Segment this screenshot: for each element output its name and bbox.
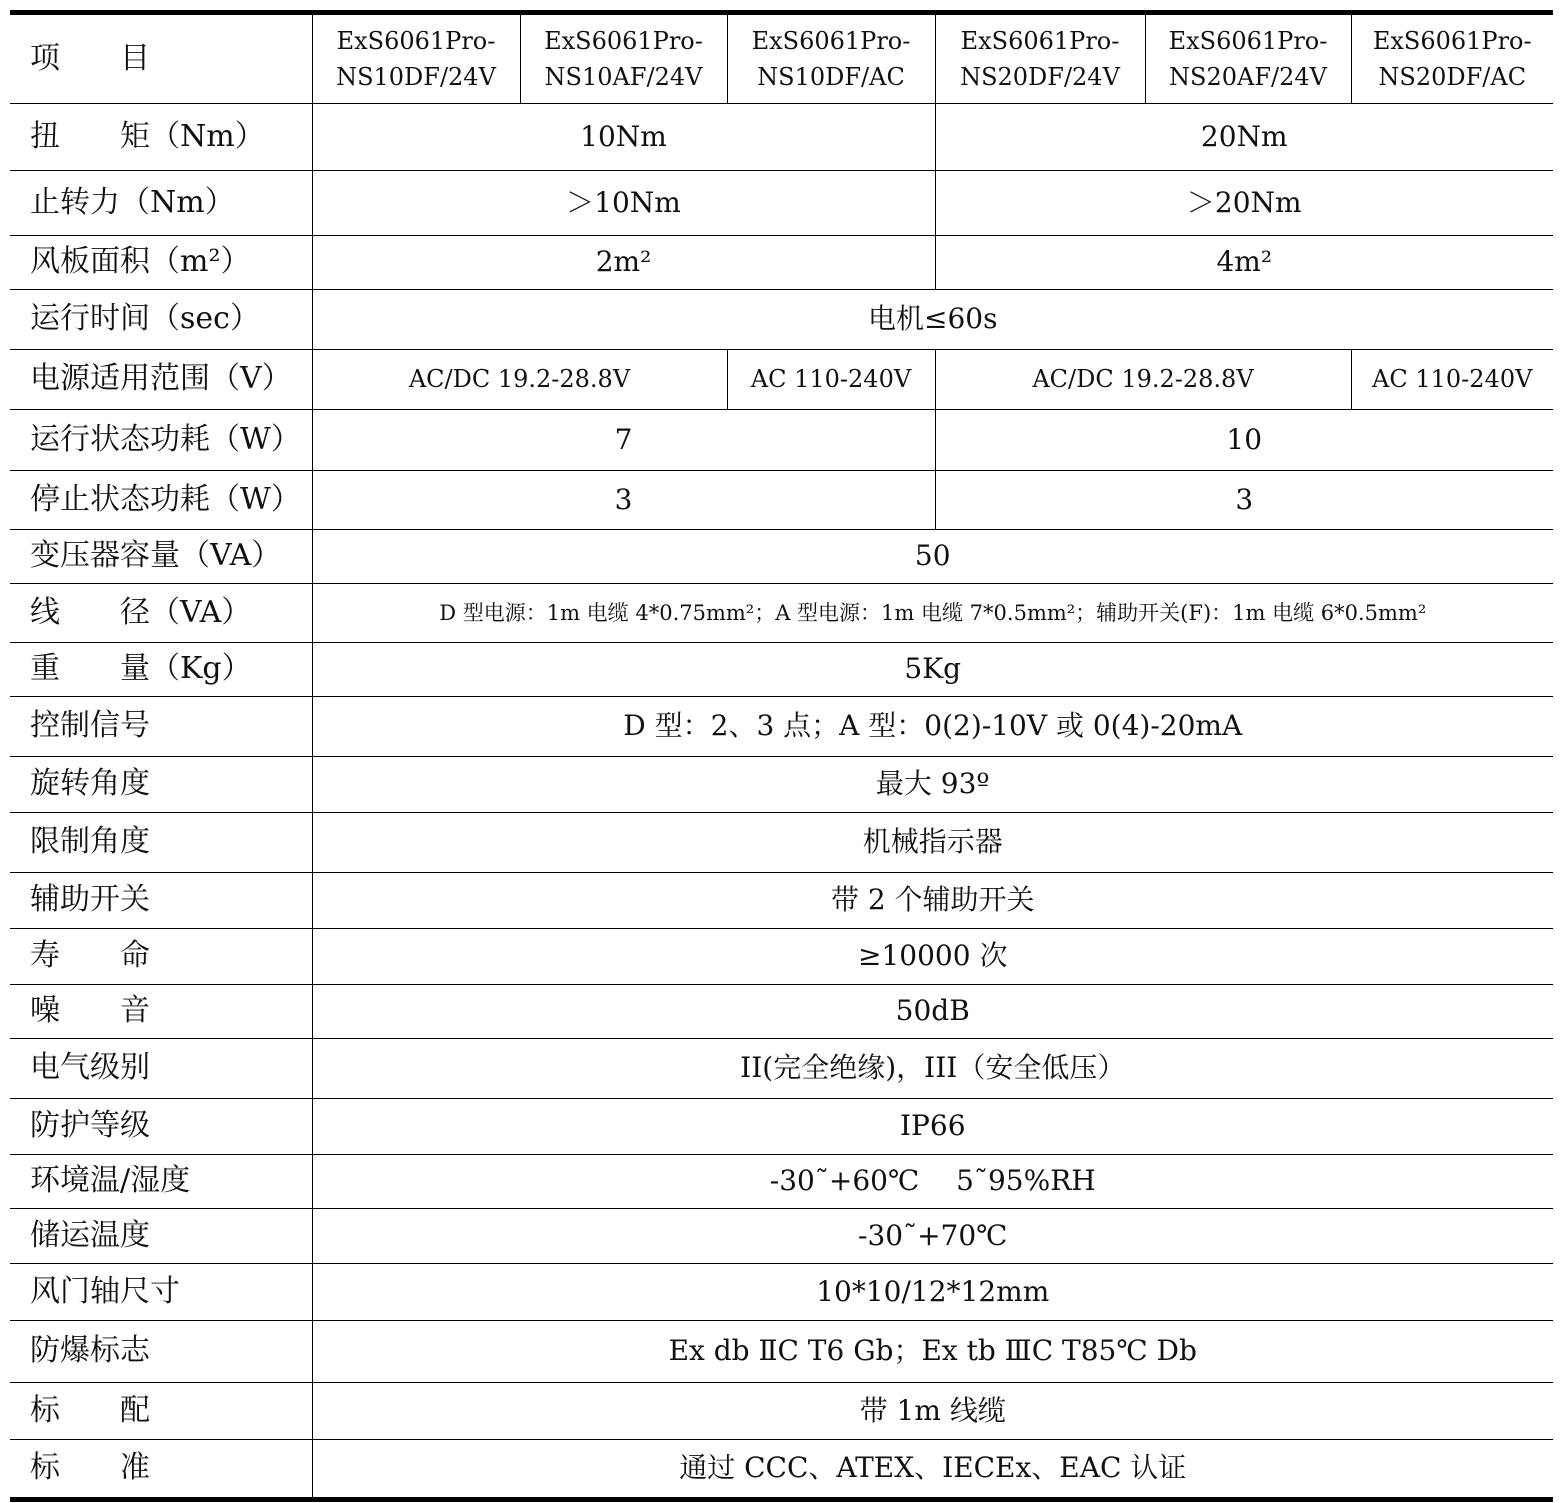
table-row <box>10 697 1553 757</box>
row-value: 带 1m 线缆 <box>312 1383 1553 1440</box>
row-value: 2m² <box>312 236 935 290</box>
row-label: 风板面积（m²） <box>10 236 312 290</box>
row-value: 50dB <box>312 985 1553 1039</box>
row-value: AC 110-240V <box>727 350 935 410</box>
row-value: 50 <box>312 530 1553 584</box>
row-label: 环境温/湿度 <box>10 1155 312 1209</box>
row-label: 储运温度 <box>10 1209 312 1264</box>
row-label: 风门轴尺寸 <box>10 1264 312 1321</box>
row-value: 5Kg <box>312 643 1553 697</box>
table-row <box>10 290 1553 350</box>
row-value: 通过 CCC、ATEX、IECEx、EAC 认证 <box>312 1440 1553 1500</box>
row-value: 最大 93º <box>312 757 1553 813</box>
model-header: ExS6061Pro- NS20DF/24V <box>935 13 1145 104</box>
table-row <box>10 1099 1553 1155</box>
row-label: 标 准 <box>10 1440 312 1500</box>
row-label: 控制信号 <box>10 697 312 757</box>
table-row <box>10 530 1553 584</box>
row-value: D 型：2、3 点；A 型：0(2)-10V 或 0(4)-20mA <box>312 697 1553 757</box>
row-value: -30˜+70℃ <box>312 1209 1553 1264</box>
table-row <box>10 929 1553 985</box>
table-row <box>10 236 1553 290</box>
table-row <box>10 1321 1553 1383</box>
row-value: 3 <box>935 471 1553 530</box>
row-label: 寿 命 <box>10 929 312 985</box>
table-row <box>10 1155 1553 1209</box>
row-value: Ex db ⅡC T6 Gb；Ex tb ⅢC T85℃ Db <box>312 1321 1553 1383</box>
model-header: ExS6061Pro- NS20AF/24V <box>1145 13 1351 104</box>
row-value: II(完全绝缘)，III（安全低压） <box>312 1039 1553 1099</box>
table-row <box>10 1209 1553 1264</box>
table-row <box>10 350 1553 410</box>
table-row <box>10 1383 1553 1440</box>
row-value: AC/DC 19.2-28.8V <box>312 350 727 410</box>
model-header: ExS6061Pro- NS10DF/24V <box>312 13 520 104</box>
row-label: 电气级别 <box>10 1039 312 1099</box>
table-row <box>10 104 1553 171</box>
row-label: 噪 音 <box>10 985 312 1039</box>
row-value: 带 2 个辅助开关 <box>312 873 1553 929</box>
row-value: ＞20Nm <box>935 171 1553 236</box>
row-value: 4m² <box>935 236 1553 290</box>
table-row <box>10 471 1553 530</box>
row-label: 重 量（Kg） <box>10 643 312 697</box>
table-row <box>10 410 1553 471</box>
model-header: ExS6061Pro- NS20DF/AC <box>1351 13 1553 104</box>
row-label: 扭 矩（Nm） <box>10 104 312 171</box>
header-row <box>10 13 1553 104</box>
row-value: 20Nm <box>935 104 1553 171</box>
row-label: 停止状态功耗（W） <box>10 471 312 530</box>
row-label: 辅助开关 <box>10 873 312 929</box>
table-row <box>10 985 1553 1039</box>
item-header: 项 目 <box>10 13 312 104</box>
row-value: 3 <box>312 471 935 530</box>
row-label: 运行时间（sec） <box>10 290 312 350</box>
row-label: 线 径（VA） <box>10 584 312 643</box>
table-row <box>10 584 1553 643</box>
row-value: 机械指示器 <box>312 813 1553 873</box>
row-label: 防护等级 <box>10 1099 312 1155</box>
row-label: 变压器容量（VA） <box>10 530 312 584</box>
row-value: ≥10000 次 <box>312 929 1553 985</box>
row-label: 旋转角度 <box>10 757 312 813</box>
row-value: 电机≤60s <box>312 290 1553 350</box>
table-row <box>10 643 1553 697</box>
table-row <box>10 1039 1553 1099</box>
row-value: 10*10/12*12mm <box>312 1264 1553 1321</box>
spec-table <box>10 10 1553 1502</box>
row-label: 运行状态功耗（W） <box>10 410 312 471</box>
table-row <box>10 813 1553 873</box>
row-label: 止转力（Nm） <box>10 171 312 236</box>
row-label: 防爆标志 <box>10 1321 312 1383</box>
table-row <box>10 171 1553 236</box>
table-row <box>10 757 1553 813</box>
row-value: -30˜+60℃ 5˜95%RH <box>312 1155 1553 1209</box>
row-label: 标 配 <box>10 1383 312 1440</box>
row-value: AC/DC 19.2-28.8V <box>935 350 1351 410</box>
row-value: 10 <box>935 410 1553 471</box>
row-value: IP66 <box>312 1099 1553 1155</box>
model-header: ExS6061Pro- NS10DF/AC <box>727 13 935 104</box>
row-value: ＞10Nm <box>312 171 935 236</box>
row-value: AC 110-240V <box>1351 350 1553 410</box>
row-label: 电源适用范围（V） <box>10 350 312 410</box>
model-header: ExS6061Pro- NS10AF/24V <box>520 13 727 104</box>
table-row <box>10 1264 1553 1321</box>
row-value: D 型电源：1m 电缆 4*0.75mm²；A 型电源：1m 电缆 7*0.5mm²；辅助开关(F)：1m 电缆 6*0.5mm² <box>312 584 1553 643</box>
row-label: 限制角度 <box>10 813 312 873</box>
row-value: 10Nm <box>312 104 935 171</box>
row-value: 7 <box>312 410 935 471</box>
table-row <box>10 1440 1553 1500</box>
table-row <box>10 873 1553 929</box>
